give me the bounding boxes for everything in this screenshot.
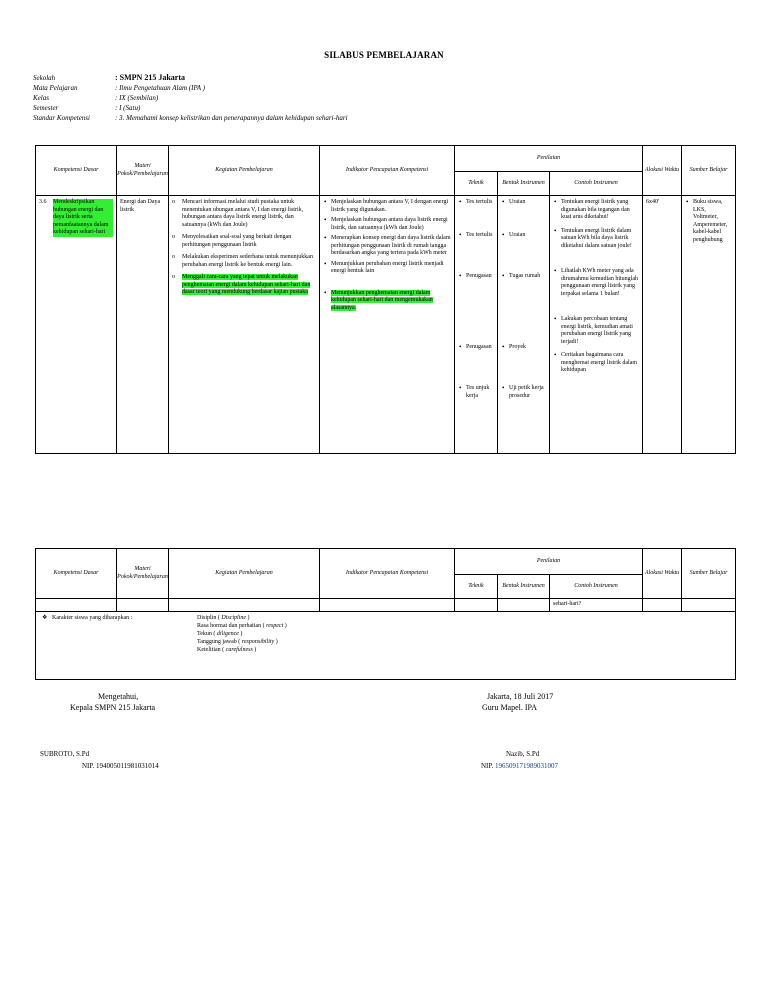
header-bentuk: Bentuk Instrumen (498, 172, 550, 196)
identity-value: : Ilmu Pengetahuan Alam (IPA ) (115, 84, 206, 92)
indikator-item: • Menjelaskan hubungan antara daya listrik energi listrik, dan satuannya (kWh dan Joule) (331, 217, 451, 232)
diamond-bullet-icon: ❖ (42, 615, 48, 621)
karakter-item: Tekun ( diligence ) (197, 631, 243, 637)
header-sumber: Sumber Belajar (682, 549, 736, 599)
cell-indikator (320, 196, 455, 454)
header-indikator: Indikator Pencapaian Kompetensi (320, 146, 455, 196)
header-contoh: Contoh Instrumen (550, 172, 643, 196)
teknik-item: • Tes tertulis (466, 199, 494, 229)
contoh-item: • Lakukan percobaan tentang energi listrik, kemudian amati perubahan energi listrik yang terjadi! (561, 316, 639, 346)
bentuk-item: • Uji petik kerja prosedur (509, 385, 546, 400)
identity-row-sk (33, 113, 348, 123)
contoh-continuation: sehari-hari? (550, 599, 643, 612)
karakter-item: Tanggung jawab ( responsibility ) (197, 639, 278, 645)
cell-alokasi (643, 196, 682, 454)
identity-label: Standar Kompetensi (33, 114, 90, 122)
identity-value: : IX (Sembilan) (115, 94, 159, 102)
kegiatan-item: o Mencari informasi melalui studi pustaka untuk menentukan ubungan antara V, I dan energi listrik, hubungan antara daya listrik energi listrik, dan satuannya (kWh dan Joule) (182, 199, 316, 229)
identity-label: Mata Pelajaran (33, 84, 78, 92)
teknik-item: • Penugasan (466, 344, 494, 382)
identity-row-semester (33, 103, 348, 113)
sign-left-nip: NIP. 194005011981031014 (82, 762, 159, 770)
contoh-item: • Ceritakan bagaimana cara menghemat energi listrik dalam kehidupan (561, 352, 639, 375)
header-sumber: Sumber Belajar (682, 146, 736, 196)
syllabus-table-1 (35, 145, 736, 454)
header-kompetensi: Kompetensi Dasar (36, 146, 117, 196)
cell-contoh (550, 196, 643, 454)
kegiatan-item: o Menggali cara-cara yang tepat untuk melakukan penghematan energi dalam kehidupan sehari-hari dan dasar teori yang mendukung berdasar kajian pustaka (182, 274, 316, 297)
header-kompetensi: Kompetensi Dasar (36, 549, 117, 599)
header-penilaian: Penilaian (455, 549, 643, 575)
sign-left-line1: Mengetahui, (98, 692, 139, 701)
kd-number: 3.6 (39, 199, 47, 205)
identity-label: Kelas (33, 94, 49, 102)
karakter-item: Disiplin ( Discipline ) (197, 615, 250, 621)
bentuk-item: • Tugas rumah (509, 273, 546, 341)
karakter-item: Rasa hormat dan perhatian ( respect ) (197, 623, 287, 629)
cell-materi (117, 196, 169, 454)
materi-text: Energi dan Daya listrik (120, 199, 161, 213)
sign-right-line2: Guru Mapel. IPA (482, 703, 538, 712)
header-kegiatan: Kegiatan Pembelajaran (169, 146, 320, 196)
karakter-item: Ketelitian ( carefulness ) (197, 647, 257, 653)
kd-text: Mendeskripsikan hubungan energi dan daya listrik serta pemanfaatannya dalam kehidupan sehari-hari (53, 199, 113, 237)
kegiatan-item: o Menyelesaikan soal-soal yang berkait dengan perhitungan penggunaan listrik (182, 234, 316, 249)
identity-label: Semester (33, 104, 59, 112)
header-kegiatan: Kegiatan Pembelajaran (169, 549, 320, 599)
identity-value: : I (Satu) (115, 104, 141, 112)
indikator-item: • Menunjukkan penghematan energi dalam kehidupan sehari-hari dan mengemukakan alasannya. (331, 290, 451, 313)
karakter-label: Karakter siswa yang diharapkan : (52, 615, 133, 621)
identity-row-kelas (33, 93, 348, 103)
alokasi-text: 6x40' (646, 199, 660, 205)
sign-left-line2: Kepala SMPN 215 Jakarta (70, 703, 156, 712)
sign-right-nip (481, 762, 558, 770)
header-alokasi: Alokasi Waktu (643, 549, 682, 599)
cell-kegiatan (169, 196, 320, 454)
cell-bentuk (498, 196, 550, 454)
identity-value: : SMPN 215 Jakarta (115, 73, 185, 82)
header-contoh: Contoh Instrumen (550, 575, 643, 599)
teknik-item: • Tes tertulis (466, 232, 494, 270)
header-materi: Materi Pokok/Pembelajaran (117, 549, 169, 599)
bentuk-item: • Proyek (509, 344, 546, 382)
header-penilaian: Penilaian (455, 146, 643, 172)
header-indikator: Indikator Pencapaian Kompetensi (320, 549, 455, 599)
teknik-item: • Tes unjuk kerja (466, 385, 494, 400)
sumber-item: • Buku siswa, LKS, Voltmeter, Amperemeter, kabel-kabel penghubung (693, 199, 732, 244)
sign-right-nip-number: 196509171989031007 (495, 762, 559, 770)
indikator-item: • Menunjukkan perubahan energi listrik menjadi energi bentuk lain (331, 261, 451, 276)
indikator-item: • Menerapkan konsep energi dan daya listrik dalam perhitungan penggunaan listrik di rumah tangga berdasarkan angka yang tertera pada kWh meter (331, 235, 451, 258)
sign-right-line1: Jakarta, 18 Juli 2017 (487, 692, 554, 701)
header-alokasi: Alokasi Waktu (643, 146, 682, 196)
bentuk-item: • Uraian (509, 199, 546, 229)
header-teknik: Teknik (455, 172, 498, 196)
sign-right-nip-label: NIP. (481, 762, 494, 770)
cell-kompetensi (36, 196, 117, 454)
identity-value: : 3. Memahami konsep kelistrikan dan penerapannya dalam kehidupan sehari-hari (115, 114, 348, 122)
header-bentuk: Bentuk Instrumen (498, 575, 550, 599)
identity-row-sekolah (33, 73, 348, 83)
karakter-block (42, 614, 287, 654)
identity-row-mapel (33, 83, 348, 93)
contoh-item: • Lihatlah KWh meter yang ada dirumahmu kemudian hitunglah penggunaan energi listrik yang terpakai selama 1 bulan! (561, 268, 639, 298)
kegiatan-item: o Melakukan eksperimen sederhana untuk menunjukkan perubahan energi listrik ke bentuk energi lain. (182, 254, 316, 269)
contoh-item: • Tentukan energi listrik dalam satuan kWh bila daya listrik diketahui dalam satuan joule! (561, 228, 639, 251)
identity-label: Sekolah (33, 74, 56, 82)
bentuk-item: • Uraian (509, 232, 546, 270)
header-teknik: Teknik (455, 575, 498, 599)
identity-block (33, 73, 348, 123)
contoh-item: • Tentukan energi listrik yang digunakan bila tegangan dan kuat arus diketahui! (561, 199, 639, 222)
sign-right-name: Nazib, S.Pd (506, 750, 540, 758)
cell-teknik (455, 196, 498, 454)
page-title: SILABUS PEMBELAJARAN (324, 50, 444, 60)
indikator-item: • Menjelaskan hubungan antara V, I dengan energi listrik yang digunakan. (331, 199, 451, 214)
sign-left-name: SUBROTO, S.Pd (40, 750, 90, 758)
teknik-item: • Penugasan (466, 273, 494, 341)
header-materi: Materi Pokok/Pembelajaran (117, 146, 169, 196)
cell-sumber (682, 196, 736, 454)
